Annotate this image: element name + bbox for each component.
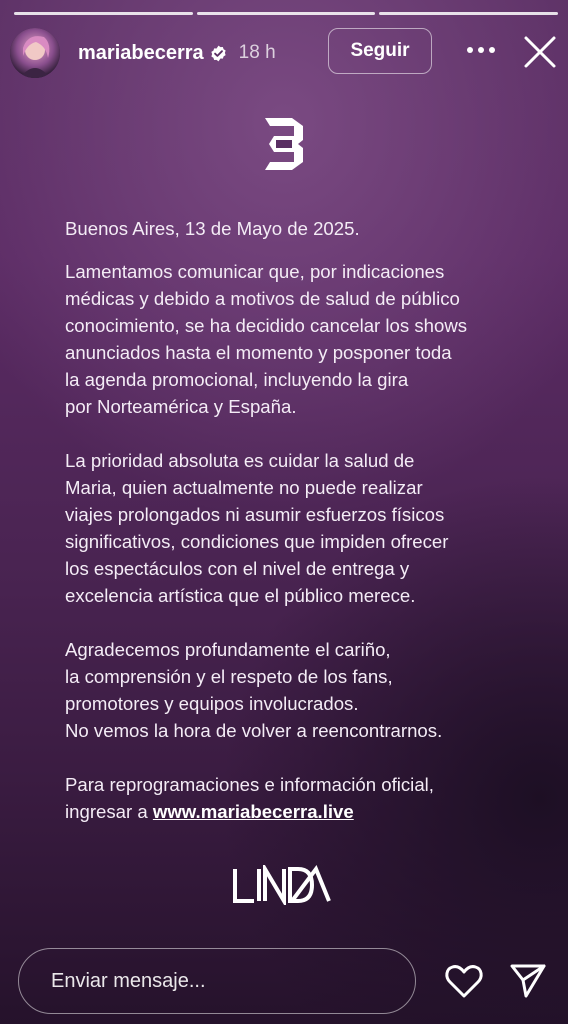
text-line: conocimiento, se ha decidido cancelar los shows — [65, 315, 468, 336]
text-line: promotores y equipos involucrados. — [65, 693, 359, 714]
verified-badge-icon — [210, 45, 227, 62]
text-line: Para reprogramaciones e información oficial, — [65, 774, 434, 795]
text-line: por Norteamérica y España. — [65, 396, 297, 417]
letter-date: Buenos Aires, 13 de Mayo de 2025. — [65, 218, 360, 239]
follow-button[interactable]: Seguir — [328, 28, 432, 74]
announcement-text — [65, 215, 535, 825]
text-line: La prioridad absoluta es cuidar la salud de — [65, 450, 415, 471]
story-header — [10, 26, 558, 80]
progress-segment — [197, 12, 376, 15]
text-line: anunciados hasta el momento y posponer toda — [65, 342, 452, 363]
username[interactable]: mariabecerra — [78, 41, 204, 64]
brand-logo — [232, 865, 332, 905]
letter-paragraph — [65, 447, 535, 609]
text-line: médicas y debido a motivos de salud de público — [65, 288, 460, 309]
text-line: significativos, condiciones que impiden ofrecer — [65, 531, 449, 552]
avatar[interactable] — [10, 28, 60, 78]
post-time: 18 h — [238, 42, 276, 63]
letter-paragraph — [65, 771, 535, 825]
link-prefix: ingresar a — [65, 801, 153, 822]
text-line: la comprensión y el respeto de los fans, — [65, 666, 393, 687]
close-icon[interactable] — [522, 34, 558, 70]
text-line — [65, 798, 535, 825]
text-line: Lamentamos comunicar que, por indicaciones — [65, 261, 445, 282]
message-input[interactable]: Enviar mensaje... — [18, 948, 416, 1014]
artist-logo — [262, 116, 306, 172]
text-line: Agradecemos profundamente el cariño, — [65, 639, 391, 660]
send-icon[interactable] — [508, 962, 548, 1000]
progress-segment — [379, 12, 558, 15]
letter-paragraph — [65, 258, 535, 420]
text-line: Maria, quien actualmente no puede realizar — [65, 477, 423, 498]
text-line: No vemos la hora de volver a reencontrarnos. — [65, 720, 443, 741]
text-line: excelencia artística que el público merece. — [65, 585, 416, 606]
text-line: la agenda promocional, incluyendo la gira — [65, 369, 409, 390]
text-line: viajes prolongados ni asumir esfuerzos físicos — [65, 504, 445, 525]
story-progress-bar — [14, 12, 558, 15]
letter-paragraph — [65, 636, 535, 744]
heart-icon[interactable] — [444, 962, 484, 1000]
text-line: los espectáculos con el nivel de entrega y — [65, 558, 410, 579]
website-link[interactable]: www.mariabecerra.live — [152, 801, 354, 822]
progress-segment — [14, 12, 193, 15]
more-options-icon[interactable] — [466, 38, 496, 62]
